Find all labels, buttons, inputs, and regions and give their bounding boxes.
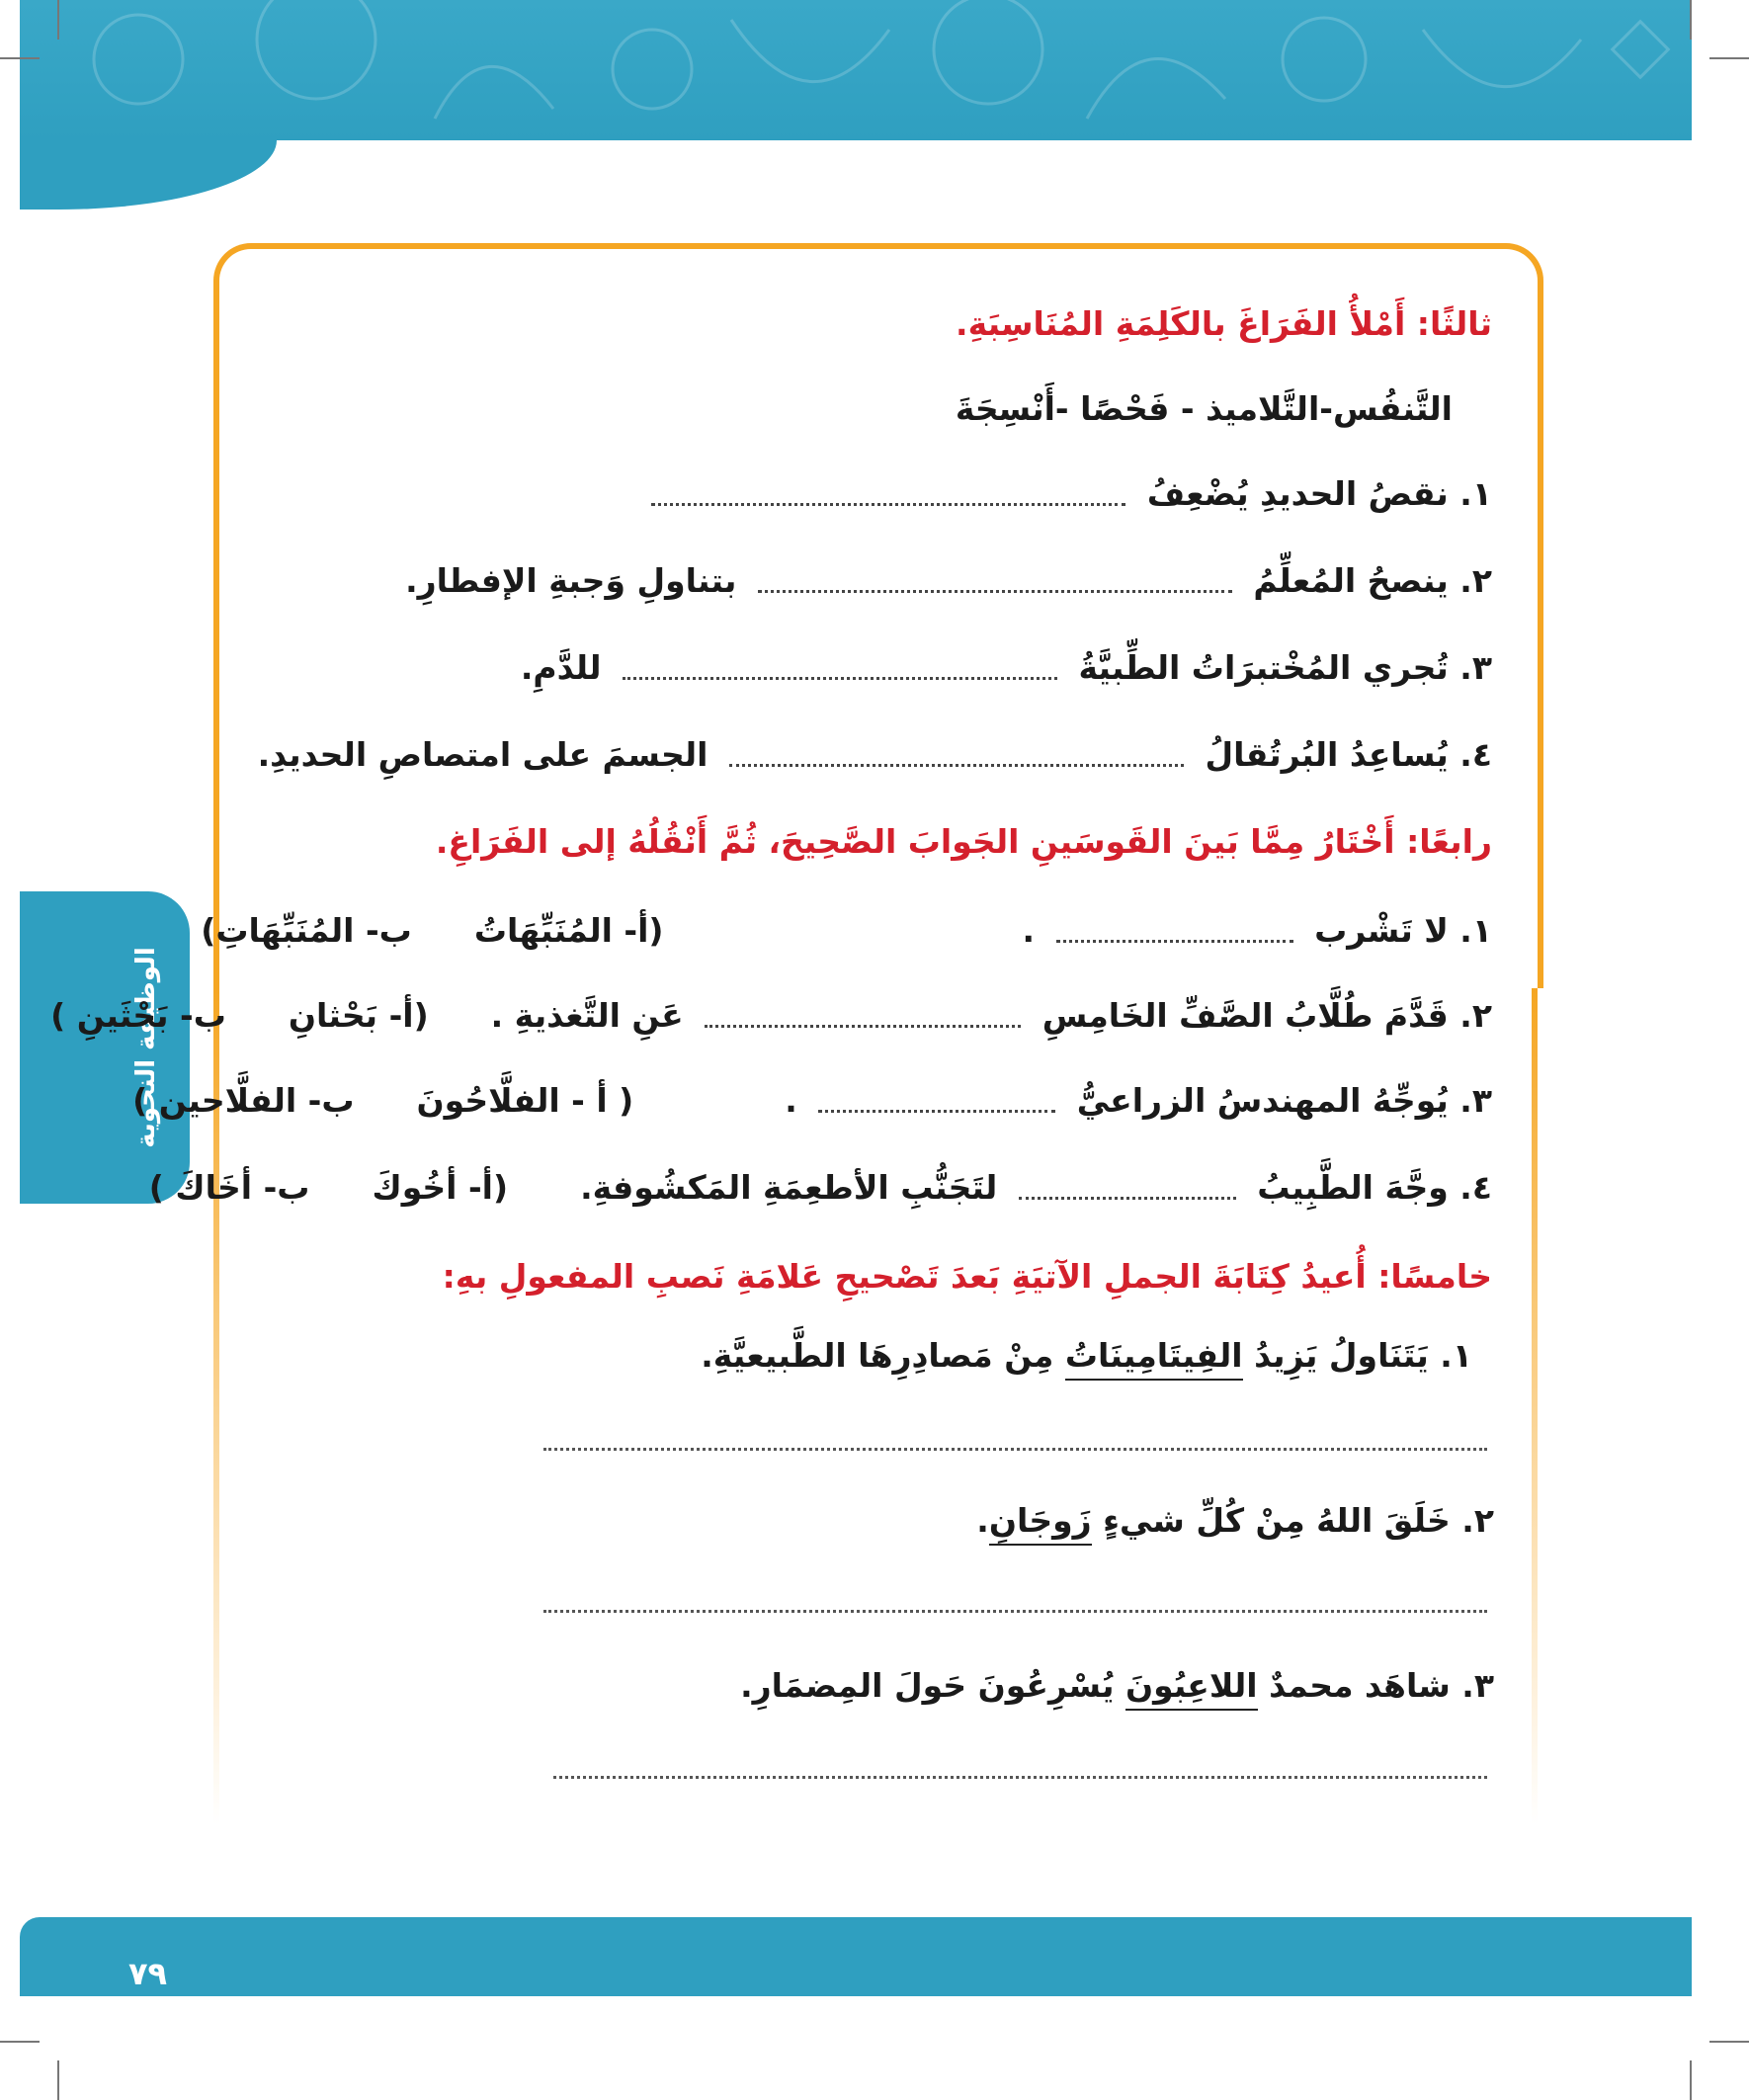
item-text-after: . xyxy=(1022,911,1036,950)
crop-mark xyxy=(1709,57,1749,59)
s4-item-4 xyxy=(149,1166,1492,1210)
item-text: يُساعِدُ البُرتُقالُ xyxy=(1205,735,1449,774)
s4-item-1 xyxy=(201,909,1492,953)
blank-field[interactable] xyxy=(1019,1179,1236,1200)
item-text-after: يُسْرِعُونَ حَولَ المِضمَارِ. xyxy=(740,1666,1115,1705)
option-b[interactable]: ب- أخَاكَ ) xyxy=(148,1168,310,1207)
section4-heading: رابعًا: أَخْتَارُ مِمَّا بَينَ القَوسَينِ الجَوابَ الصَّحِيحَ، ثُمَّ أَنْقُلُهُ إلى الفَرَاغِ. xyxy=(435,822,1492,861)
answer-line[interactable] xyxy=(543,1446,1487,1451)
s3-item-2 xyxy=(405,559,1492,603)
option-a[interactable]: (أ- بَحْثانِ xyxy=(288,996,429,1035)
item-number: ١. xyxy=(1440,1336,1472,1375)
answer-line[interactable] xyxy=(543,1608,1487,1613)
item-number: ٤. xyxy=(1459,735,1492,774)
blank-field[interactable] xyxy=(818,1092,1055,1113)
item-text-after: . xyxy=(976,1501,989,1540)
crop-mark xyxy=(57,2060,59,2100)
crop-mark xyxy=(1690,0,1692,40)
header-band xyxy=(20,0,1692,140)
option-a[interactable]: ( أ - الفلَّاحُونَ xyxy=(416,1081,634,1120)
item-text: يَتَنَاولُ يَزِيدُ xyxy=(1254,1336,1429,1375)
page-number: ٧٩ xyxy=(128,1955,168,1992)
s5-item-2 xyxy=(976,1499,1494,1543)
crop-mark xyxy=(0,2041,40,2043)
item-text-after: مِنْ مَصادِرِهَا الطَّبيعيَّةِ. xyxy=(701,1336,1054,1375)
crop-mark xyxy=(57,0,59,40)
underlined-word: الفِيتَامِينَاتُ xyxy=(1065,1336,1243,1381)
s4-item-3 xyxy=(132,1079,1492,1123)
item-number: ٢. xyxy=(1461,1501,1494,1540)
item-number: ٣. xyxy=(1459,1081,1492,1120)
section3-heading: ثالثًا: أَمْلأُ الفَرَاغَ بالكَلِمَةِ المُنَاسِبَةِ. xyxy=(956,304,1492,343)
frame-edge-right xyxy=(1532,988,1538,1824)
side-tab xyxy=(20,891,190,1204)
item-text: وجَّهَ الطَّبِيبُ xyxy=(1257,1168,1449,1207)
item-number: ١. xyxy=(1459,911,1492,950)
item-text: لا تَشْرب xyxy=(1314,911,1449,950)
item-number: ١. xyxy=(1459,474,1492,513)
item-text-after: بتناولِ وَجبةِ الإفطارِ. xyxy=(405,561,737,600)
item-text: نقصُ الحديدِ يُضْعِفُ xyxy=(1146,474,1449,513)
item-text: يُوجِّهُ المهندسُ الزراعيُّ xyxy=(1076,1081,1449,1120)
blank-field[interactable] xyxy=(729,746,1184,767)
item-number: ٣. xyxy=(1461,1666,1494,1705)
s3-item-4 xyxy=(258,733,1492,777)
word-bank: التَّنفُس-التَّلاميذ - فَحْصًا -أَنْسِجَةَ xyxy=(955,389,1453,428)
blank-field[interactable] xyxy=(651,485,1125,506)
item-number: ٤. xyxy=(1459,1168,1492,1207)
option-b[interactable]: ب- الفلَّاحين ) xyxy=(132,1081,355,1120)
header-curve xyxy=(20,140,277,210)
option-a[interactable]: (أ- أخُوكَ xyxy=(372,1168,509,1207)
option-a[interactable]: (أ- المُنَبِّهَاتُ xyxy=(473,911,664,950)
item-text-after: . xyxy=(785,1081,797,1120)
blank-field[interactable] xyxy=(623,659,1057,680)
item-text: شاهَد محمدٌ xyxy=(1269,1666,1451,1705)
blank-field[interactable] xyxy=(705,1007,1021,1028)
blank-field[interactable] xyxy=(758,572,1232,593)
item-number: ٢. xyxy=(1459,996,1492,1035)
option-b[interactable]: ب- المُنَبِّهَاتِ) xyxy=(201,911,412,950)
calligraphy-pattern-icon xyxy=(20,0,1692,140)
crop-mark xyxy=(1709,2041,1749,2043)
item-number: ٣. xyxy=(1459,648,1492,687)
item-text-after: الجسمَ على امتصاصِ الحديدِ. xyxy=(257,735,708,774)
item-text: تُجري المُخْتبرَاتُ الطِّبيَّةُ xyxy=(1078,648,1449,687)
crop-mark xyxy=(1690,2060,1692,2100)
side-tab-label: الوظيفة النحوية xyxy=(131,947,161,1148)
answer-line[interactable] xyxy=(553,1774,1487,1779)
item-text-after: عَنِ التَّغذيةِ . xyxy=(490,996,684,1035)
underlined-word: زَوجَانِ xyxy=(989,1501,1092,1546)
s3-item-3 xyxy=(521,646,1492,690)
underlined-word: اللاعِبُونَ xyxy=(1125,1666,1258,1711)
option-b[interactable]: ب- بَحْثَينِ ) xyxy=(50,996,226,1035)
item-text-after: لتَجَنُّبِ الأطعِمَةِ المَكشُوفةِ. xyxy=(580,1168,998,1207)
item-text: خَلَقَ اللهُ مِنْ كُلِّ شيءٍ xyxy=(1103,1501,1451,1540)
section5-heading: خامسًا: أُعيدُ كِتَابَةَ الجملِ الآتيَةِ بَعدَ تَصْحيحِ عَلامَةِ نَصبِ المفعولِ بهِ: xyxy=(442,1257,1492,1296)
item-text-after: للدَّمِ. xyxy=(520,648,602,687)
item-number: ٢. xyxy=(1459,561,1492,600)
footer-band xyxy=(20,1917,1692,1996)
s3-item-1 xyxy=(641,472,1492,516)
s5-item-3 xyxy=(740,1664,1494,1708)
s5-item-1 xyxy=(701,1334,1472,1378)
item-text: ينصحُ المُعلِّمُ xyxy=(1253,561,1449,600)
item-text: قَدَّمَ طُلَّابُ الصَّفِّ الخَامِسِ xyxy=(1041,996,1449,1035)
crop-mark xyxy=(0,57,40,59)
s4-item-2 xyxy=(50,994,1492,1038)
blank-field[interactable] xyxy=(1056,922,1293,943)
